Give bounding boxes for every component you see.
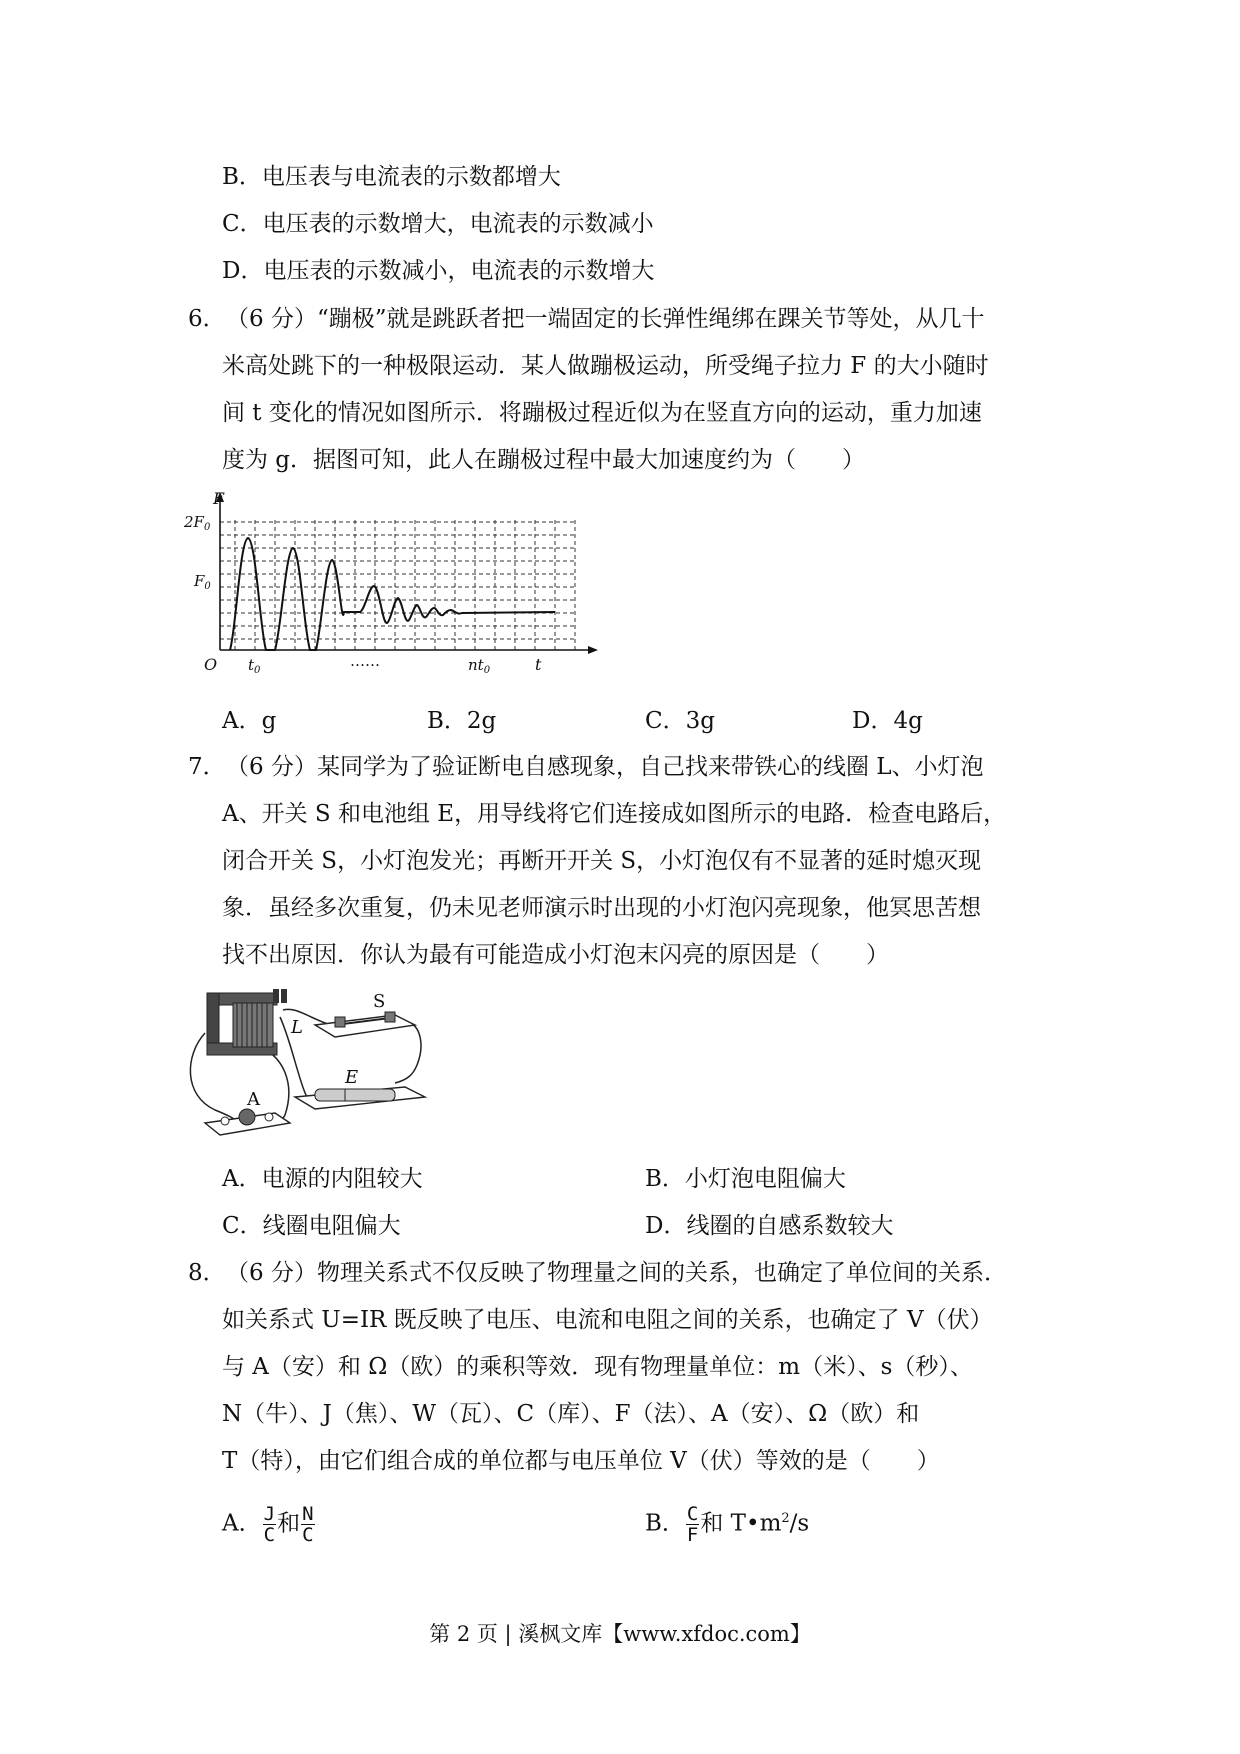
fraction-n-over-c: $\frac{N}{C}$ xyxy=(302,1503,314,1546)
fraction-j-over-c: $\frac{J}{C}$ xyxy=(263,1503,276,1546)
q7-line-4: 象．虽经多次重复，仍未见老师演示时出现的小灯泡闪亮现象，他冥思苦想 xyxy=(222,895,981,921)
y-axis-label: F xyxy=(213,490,225,508)
q7-line-3: 闭合开关 S，小灯泡发光；再断开开关 S，小灯泡仅有不显著的延时熄灭现 xyxy=(222,848,982,874)
q6-force-time-graph xyxy=(180,490,610,680)
y-tick-f0: F xyxy=(194,572,205,590)
q8-number: 8． xyxy=(188,1260,226,1286)
fraction-c-over-f: $\frac{C}{F}$ xyxy=(686,1503,699,1547)
battery-label: E xyxy=(345,1067,359,1088)
q5-option-c: C．电压表的示数增大，电流表的示数减小 xyxy=(222,211,654,237)
q7-option-b: B．小灯泡电阻偏大 xyxy=(645,1166,846,1192)
q6-option-d: D．4g xyxy=(852,708,923,734)
q6-line-1: （6 分）“蹦极”就是跳跃者把一端固定的长弹性绳绑在踝关节等处，从几十 xyxy=(226,306,985,332)
y-tick-2f0: 2F xyxy=(184,513,204,531)
q8-line-1: （6 分）物理关系式不仅反映了物理量之间的关系，也确定了单位间的关系． xyxy=(226,1260,1007,1286)
svg-text:nt0: $nt_0$ xyxy=(468,656,491,676)
bulb-label: A xyxy=(247,1089,260,1110)
q8-line-3: 与 A（安）和 Ω（欧）的乘积等效．现有物理量单位：m（米）、s（秒）、 xyxy=(222,1354,973,1380)
x-axis-label: t xyxy=(535,655,542,674)
q5-option-b: B．电压表与电流表的示数都增大 xyxy=(222,164,561,190)
coil-label: L xyxy=(291,1017,303,1038)
q8-option-b: B． $\frac{C}{F}$ 和 $T•m^2/s$ xyxy=(645,1503,810,1547)
x-tick-nt0: nt xyxy=(468,656,484,674)
q7-option-d: D．线圈的自感系数较大 xyxy=(645,1213,894,1239)
q7-line-2: A、开关 S 和电池组 E，用导线将它们连接成如图所示的电路．检查电路后， xyxy=(222,801,1007,827)
x-tick-t0: t xyxy=(248,656,255,674)
q5-option-d: D．电压表的示数减小，电流表的示数增大 xyxy=(222,258,655,284)
q6-number: 6． xyxy=(188,306,226,332)
q7-line-1: （6 分）某同学为了验证断电自感现象，自己找来带铁心的线圈 L、小灯泡 xyxy=(226,754,984,780)
origin-label: O xyxy=(204,655,218,674)
q8-line-5: T（特），由它们组合成的单位都与电压单位 V（伏）等效的是（ ） xyxy=(222,1448,940,1474)
q7-number: 7． xyxy=(188,754,226,780)
svg-text:t0: $t_0$ xyxy=(248,656,261,676)
svg-text:F0: $F_0$ xyxy=(194,572,211,592)
q6-line-2: 米高处跳下的一种极限运动．某人做蹦极运动，所受绳子拉力 F 的大小随时 xyxy=(222,353,989,379)
q6-option-c: C．3g xyxy=(645,708,715,734)
q7-circuit-figure xyxy=(185,985,435,1150)
q7-option-a: A．电源的内阻较大 xyxy=(222,1166,423,1192)
q6-line-3: 间 t 变化的情况如图所示．将蹦极过程近似为在竖直方向的运动，重力加速 xyxy=(222,400,982,426)
page-footer: 第 2 页 | 溪枫文库【www.xfdoc.com】 xyxy=(429,1622,811,1646)
q8-line-4: N（牛）、J（焦）、W（瓦）、C（库）、F（法）、A（安）、Ω（欧）和 xyxy=(222,1401,920,1427)
svg-text:2F0: $2F_0$ xyxy=(184,513,211,533)
q8-line-2: 如关系式 U=IR 既反映了电压、电流和电阻之间的关系，也确定了 V（伏） xyxy=(222,1307,993,1333)
q7-line-5: 找不出原因．你认为最有可能造成小灯泡末闪亮的原因是（ ） xyxy=(222,942,889,968)
q6-option-b: B．2g xyxy=(427,708,497,734)
switch-label: S xyxy=(373,991,386,1012)
q6-option-a: A．g xyxy=(222,708,277,734)
q7-option-c: C．线圈电阻偏大 xyxy=(222,1213,401,1239)
q6-line-4: 度为 g．据图可知，此人在蹦极过程中最大加速度约为（ ） xyxy=(222,447,866,473)
x-ellipsis: …… xyxy=(350,652,380,670)
q8-option-a: A． $\frac{J}{C}$ 和 $\frac{N}{C}$ xyxy=(222,1503,314,1546)
